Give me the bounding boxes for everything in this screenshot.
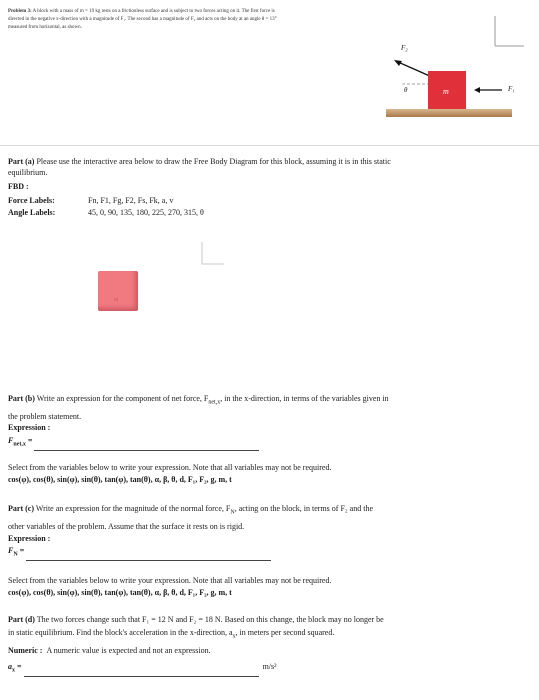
angle-labels-title: Angle Labels: [8, 208, 56, 217]
f1-arrowhead [474, 87, 480, 93]
part-b-hint: Select from the variables below to write your expression. Note that all variables may not be required. [8, 463, 332, 472]
part-b-line-2: the problem statement. [8, 411, 82, 421]
numeric-note: A numeric value is expected and not an expression. [46, 646, 211, 655]
force-labels: Fn, F1, Fg, F2, Fs, Fk, a, v [88, 196, 174, 205]
floor [386, 109, 512, 117]
angle-labels: 45, 0, 90, 135, 180, 225, 270, 315, θ [88, 208, 204, 217]
part-b-variables[interactable]: cos(φ), cos(θ), sin(φ), sin(θ), tan(φ), tan(θ), α, β, θ, d, F₁, F₂, g, m, t [8, 475, 232, 484]
f2-arrowhead [394, 60, 402, 66]
problem-figure [380, 40, 530, 130]
angle-labels-row [8, 207, 204, 218]
fbd-block[interactable] [98, 271, 138, 311]
part-d-answer-row [8, 661, 277, 677]
part-c-variables[interactable]: cos(φ), cos(θ), sin(φ), sin(θ), tan(φ), tan(θ), α, β, θ, d, F₁, F₂, g, m, t [8, 588, 232, 597]
part-d-numeric-row [8, 645, 211, 656]
problem-header: Problem 3: [8, 9, 32, 14]
fbd-block-label: m [114, 297, 119, 303]
part-b-text [8, 393, 533, 422]
part-a-line-2: equilibrium. [8, 168, 48, 177]
f1-label: F₁ [508, 85, 515, 93]
theta-label: θ [404, 86, 408, 94]
fbd-axes-icon [198, 240, 228, 270]
part-b-line-1: Part (b) Write an expression for the component of net force, $F_{net,x}$, in the x-direction, in terms of the variables given in [8, 394, 389, 406]
problem-statement [8, 8, 368, 32]
fbd-label: FBD : [8, 182, 29, 191]
part-a-line-1: Part (a) Please use the interactive area below to draw the Free Body Diagram for this block, assuming it is in this static [8, 157, 391, 166]
statement-line-1: A block with a mass of m = 19 kg rests on a frictionless surface and is subject to two forces acting on it. The first force is [32, 9, 275, 14]
part-a-text [8, 156, 528, 178]
statement-line-3: measured from horizontal, as shown. [8, 25, 82, 30]
ax-input[interactable] [24, 667, 259, 677]
fbd-drawing-area[interactable] [90, 228, 350, 328]
fn-input[interactable] [26, 551, 271, 561]
part-c-text [8, 503, 533, 532]
force-labels-title: Force Labels: [8, 196, 55, 205]
divider [0, 145, 539, 146]
ax-unit: m/s² [262, 662, 277, 671]
fn-variable: $F_N$ = [8, 546, 27, 558]
part-b-expression-label: Expression : [8, 423, 51, 432]
force-labels-row [8, 195, 173, 206]
part-d-text [8, 614, 533, 643]
block-label: m [443, 87, 449, 96]
numeric-label: Numeric : [8, 646, 43, 655]
part-b-answer-row [8, 435, 259, 451]
part-c-hint: Select from the variables below to write your expression. Note that all variables may not be required. [8, 576, 332, 585]
part-c-expression-label: Expression : [8, 534, 51, 543]
fnetx-input[interactable] [34, 441, 259, 451]
part-d-line-1: Part (d) The two forces change such that F₁ = 12 N and F₂ = 18 N. Based on this change, the block may no longer be [8, 615, 384, 624]
part-d-line-2: in static equilibrium. Find the block's acceleration in the x-direction, $a_x$, in meters per second squared. [8, 628, 335, 640]
part-c-line-2: other variables of the problem. Assume that the surface it rests on is rigid. [8, 521, 245, 531]
part-c-line-1: Part (c) Write an expression for the magnitude of the normal force, $F_N$, acting on the block, in terms of F₂ and the [8, 504, 374, 516]
part-c-answer-row [8, 545, 271, 561]
fnetx-variable: $F_{net,x}$ = [8, 436, 35, 448]
f2-arrow [398, 62, 432, 77]
statement-line-2: directed in the negative x-direction with a magnitude of F₁. The second has a magnitude of F₂ and acts on the body at an angle θ = 13° [8, 17, 277, 22]
ax-variable: $a_x$ = [8, 662, 24, 674]
f2-label: F₂ [401, 44, 408, 52]
